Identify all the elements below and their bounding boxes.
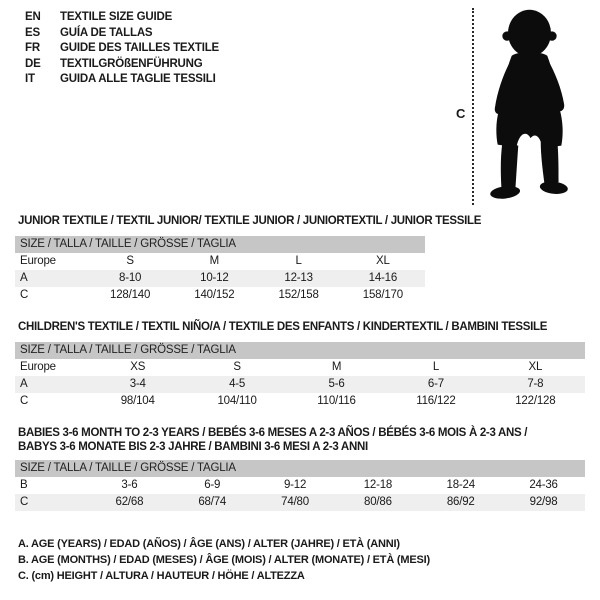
toddler-silhouette-icon xyxy=(481,7,578,213)
row-value: 80/86 xyxy=(364,496,392,508)
row-value: L xyxy=(432,361,440,373)
row-value: 12-13 xyxy=(284,272,313,284)
row-value: 152/158 xyxy=(278,289,319,301)
row-value: 4-5 xyxy=(229,378,246,390)
row-value: 10-12 xyxy=(200,272,229,284)
height-figure xyxy=(448,5,600,217)
row-value: 24-36 xyxy=(529,479,558,491)
language-guide-label: GUÍA DE TALLAS xyxy=(60,26,153,39)
row-value: 18-24 xyxy=(446,479,475,491)
row-value: 7-8 xyxy=(527,378,544,390)
footnote-line: B. AGE (MONTHS) / EDAD (MESES) / ÂGE (MOIS) / ALTER (MONATE) / ETÀ (MESI) xyxy=(18,554,430,566)
row-label: C xyxy=(20,289,29,301)
table-row xyxy=(15,359,585,376)
row-value: 104/110 xyxy=(217,395,257,407)
row-value: 5-6 xyxy=(328,378,345,390)
height-dotted-line xyxy=(472,8,474,205)
language-row xyxy=(25,41,219,57)
row-value: XL xyxy=(376,255,390,267)
section-title: CHILDREN'S TEXTILE / TEXTIL NIÑO/A / TEXTILE DES ENFANTS / KINDERTEXTIL / BAMBINI TESSILE xyxy=(18,321,548,333)
row-value: XL xyxy=(528,361,543,373)
language-row xyxy=(25,72,219,88)
size-sections xyxy=(15,214,585,537)
size-table-rows xyxy=(15,359,585,410)
section-children xyxy=(15,320,585,410)
row-value: 158/170 xyxy=(362,289,403,301)
row-value: M xyxy=(331,361,342,373)
row-value: 8-10 xyxy=(119,272,142,284)
section-babies xyxy=(15,426,585,511)
row-value: 3-6 xyxy=(121,479,138,491)
table-row xyxy=(15,287,425,304)
size-table xyxy=(15,236,425,304)
language-code: DE xyxy=(25,57,41,70)
section-titles xyxy=(15,426,585,454)
language-code: ES xyxy=(25,26,40,39)
size-table xyxy=(15,342,585,410)
row-value: 110/116 xyxy=(317,395,356,407)
row-value: 122/128 xyxy=(515,395,556,407)
row-value: 6-7 xyxy=(427,378,444,390)
row-value: 86/92 xyxy=(446,496,475,508)
row-value: 9-12 xyxy=(283,479,307,491)
language-guide-label: TEXTILGRÖßENFÜHRUNG xyxy=(60,57,203,70)
row-value: S xyxy=(126,255,134,267)
size-table-rows xyxy=(15,477,585,511)
language-guide-label: GUIDE DES TAILLES TEXTILE xyxy=(60,42,219,55)
language-guide xyxy=(25,10,219,88)
row-label: C xyxy=(20,496,29,508)
section-title: BABIES 3-6 MONTH TO 2-3 YEARS / BEBÉS 3-6 MESES A 2-3 AÑOS / BÉBÉS 3-6 MOIS À 2-3 ANS / xyxy=(18,427,528,439)
language-row xyxy=(25,10,219,26)
size-table-header: SIZE / TALLA / TAILLE / GRÖSSE / TAGLIA xyxy=(15,342,585,359)
table-row xyxy=(15,494,585,511)
row-label: A xyxy=(20,272,28,284)
footnote-line: A. AGE (YEARS) / EDAD (AÑOS) / ÂGE (ANS) / ALTER (JAHRE) / ETÀ (ANNI) xyxy=(18,538,400,550)
footnotes xyxy=(18,536,430,584)
row-value: 74/80 xyxy=(281,496,309,508)
row-value: 98/104 xyxy=(120,395,155,407)
section-titles xyxy=(15,214,585,228)
row-label: A xyxy=(20,378,28,390)
height-measure-label: C xyxy=(456,106,466,121)
row-label: Europe xyxy=(20,361,56,373)
size-table xyxy=(15,460,585,511)
row-value: 116/122 xyxy=(416,395,456,407)
row-value: 3-4 xyxy=(129,378,146,390)
row-value: L xyxy=(295,255,302,267)
language-code: FR xyxy=(25,42,40,55)
language-code: EN xyxy=(25,11,41,23)
table-row xyxy=(15,270,425,287)
row-value: 14-16 xyxy=(368,272,398,284)
row-value: 12-18 xyxy=(363,479,393,491)
table-row xyxy=(15,477,585,494)
language-code: IT xyxy=(25,73,35,86)
section-junior xyxy=(15,214,585,304)
language-row xyxy=(25,57,219,73)
row-value: XS xyxy=(130,361,146,373)
section-titles xyxy=(15,320,585,334)
size-table-header: SIZE / TALLA / TAILLE / GRÖSSE / TAGLIA xyxy=(15,460,585,477)
table-row xyxy=(15,393,585,410)
row-value: M xyxy=(209,255,220,267)
size-table-header: SIZE / TALLA / TAILLE / GRÖSSE / TAGLIA xyxy=(15,236,425,253)
size-table-rows xyxy=(15,253,425,304)
row-value: S xyxy=(233,361,241,373)
row-value: 62/68 xyxy=(115,496,144,508)
table-row xyxy=(15,253,425,270)
language-guide-label: TEXTILE SIZE GUIDE xyxy=(60,11,173,23)
footnote-line: C. (cm) HEIGHT / ALTURA / HAUTEUR / HÖHE / ALTEZZA xyxy=(18,570,305,582)
table-row xyxy=(15,376,585,393)
section-title: JUNIOR TEXTILE / TEXTIL JUNIOR/ TEXTILE JUNIOR / JUNIORTEXTIL / JUNIOR TESSILE xyxy=(18,215,482,227)
row-value: 6-9 xyxy=(204,479,221,491)
row-value: 128/140 xyxy=(110,289,151,301)
row-value: 140/152 xyxy=(194,289,235,301)
language-row xyxy=(25,26,219,42)
section-title: BABYS 3-6 MONATE BIS 2-3 JAHRE / BAMBINI 3-6 MESI A 2-3 ANNI xyxy=(18,441,368,453)
language-guide-label: GUIDA ALLE TAGLIE TESSILI xyxy=(60,73,216,86)
row-label: C xyxy=(20,395,29,407)
row-label: B xyxy=(20,479,28,491)
row-value: 68/74 xyxy=(198,496,227,508)
row-value: 92/98 xyxy=(529,496,558,508)
row-label: Europe xyxy=(20,255,56,267)
